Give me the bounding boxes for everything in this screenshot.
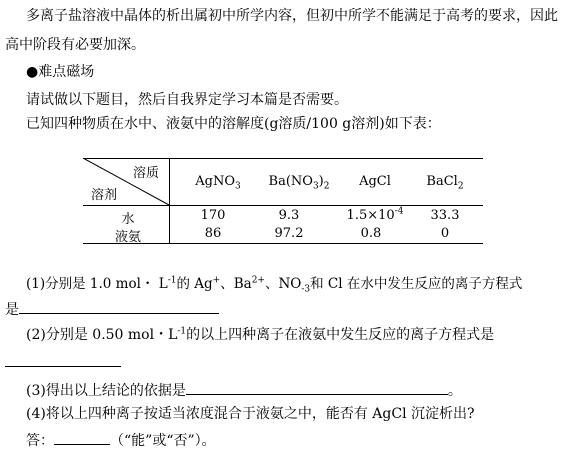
question-4: (4)将以上四种离子按适当浓度混合于液氨之中，能否有 AgCl 沉淀析出? bbox=[26, 406, 475, 422]
solubility-table bbox=[83, 158, 483, 244]
header-bacl2: BaCl$_2$ bbox=[426, 174, 464, 192]
corner-solute-label: 溶质 bbox=[133, 166, 160, 181]
question-1: (1)分别是 1.0 mol・ $L^{-1}$的 Ag+、$Ba^{2+}$、$NO_{-3}$和 Cl 在水中发生反应的离子方程式 bbox=[26, 275, 523, 295]
row-ammonia-agcl: 0.8 bbox=[360, 226, 382, 241]
row-water-agno3: 170 bbox=[200, 208, 226, 223]
given-text: 已知四种物质在水中、液氨中的溶解度(g溶质/100 g溶剂)如下表： bbox=[26, 116, 441, 132]
answer-line: 答： （“能”或“否”）。 bbox=[26, 430, 216, 450]
question-2-line-2 bbox=[5, 352, 121, 372]
row-ammonia-solvent: 液氨 bbox=[114, 230, 141, 245]
intro-line-2: 高中阶段有必要加深。 bbox=[5, 37, 145, 53]
intro-line-1: 多离子盐溶液中晶体的析出属初中所学内容，但初中所学不能满足于高考的要求，因此 bbox=[26, 8, 558, 24]
section-heading bbox=[26, 63, 94, 81]
question-3: (3)得出以上结论的依据是 。 bbox=[26, 380, 462, 400]
row-water-bacl2: 33.3 bbox=[430, 208, 460, 223]
row-water-bano3: 9.3 bbox=[278, 208, 300, 223]
corner-solvent-label: 溶剂 bbox=[91, 188, 118, 203]
question-2: (2)分别是 0.50 mol・$L^{-1}$的以上四种离子在液氨中发生反应的离子方程式是 bbox=[26, 326, 495, 343]
answer-blank-2[interactable] bbox=[5, 352, 121, 367]
prompt-text: 请试做以下题目，然后自我界定学习本篇是否需要。 bbox=[26, 92, 348, 108]
row-water-agcl: $1.5\times 10^{-4}$ bbox=[346, 206, 404, 223]
row-ammonia-bano3: 97.2 bbox=[274, 226, 304, 241]
header-agno3: AgNO$_3$ bbox=[195, 174, 241, 192]
row-ammonia-bacl2: 0 bbox=[440, 226, 450, 241]
section-title: 难点磁场 bbox=[38, 64, 95, 80]
answer-blank-3[interactable] bbox=[186, 380, 448, 395]
header-bano3: $Ba(NO_3)_2$ bbox=[268, 174, 330, 192]
answer-blank-1[interactable] bbox=[19, 299, 219, 314]
question-1-line-2: 是 bbox=[5, 299, 219, 319]
bullet-icon: ● bbox=[26, 64, 39, 80]
row-ammonia-agno3: 86 bbox=[204, 226, 222, 241]
row-water-solvent: 水 bbox=[121, 212, 135, 227]
header-agcl: AgCl bbox=[359, 174, 391, 189]
answer-blank-4[interactable] bbox=[54, 430, 110, 445]
